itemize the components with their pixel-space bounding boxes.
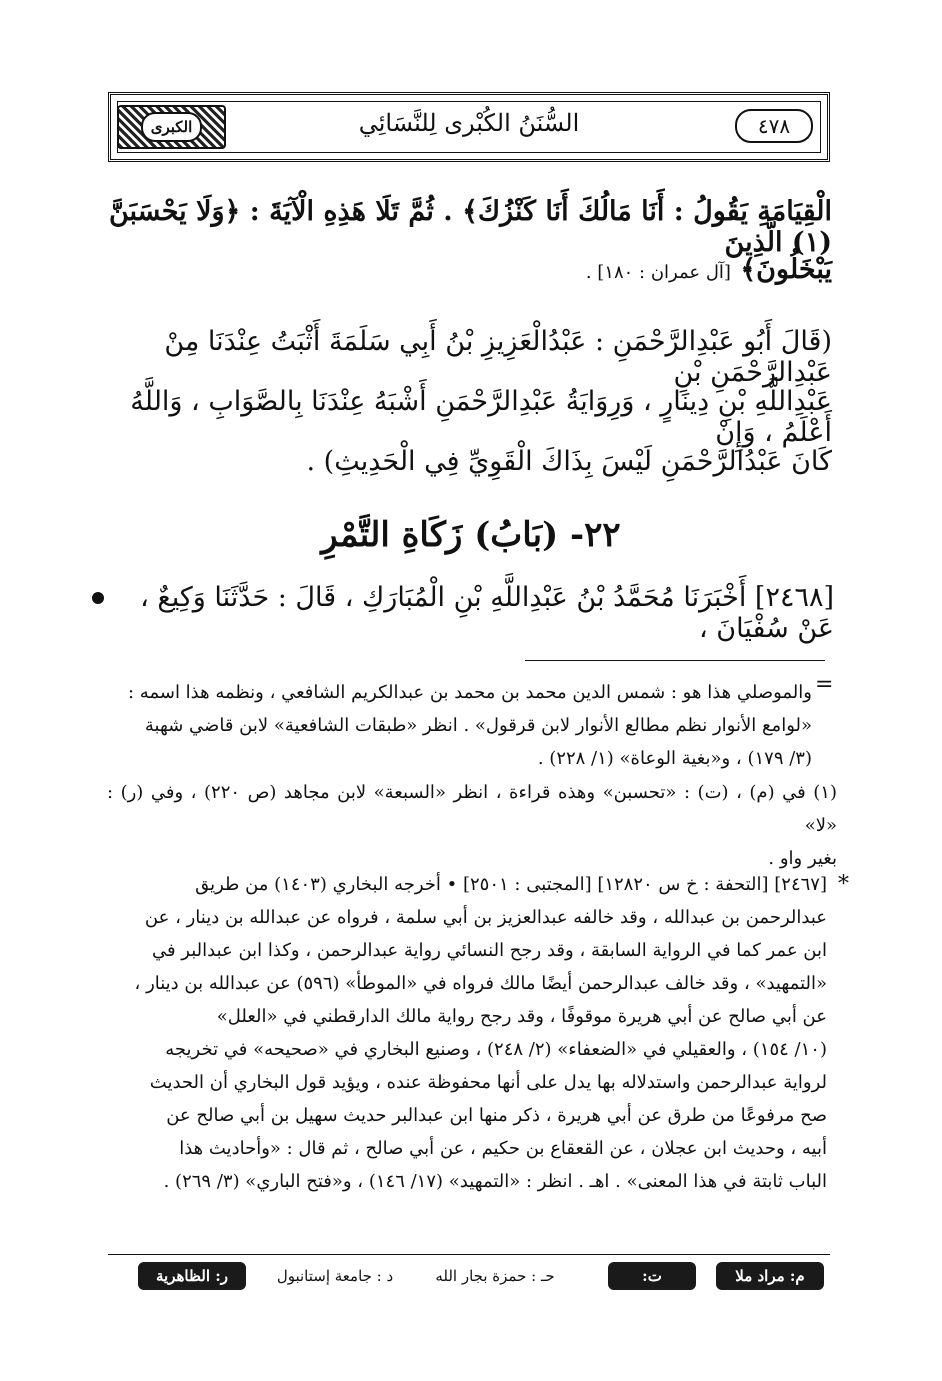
page-header <box>108 92 830 162</box>
fn2-line: عبدالرحمن بن عبدالله ، وقد خالفه عبدالعزيز بن أبي سلمة ، فرواه عن عبدالله بن دينار ، عن <box>144 907 827 928</box>
fn2-line: أبيه ، وحديث ابن عجلان ، عن القعقاع بن حكيم ، عن أبي صالح ، ثم قال : «وأحاديث هذا <box>179 1138 827 1159</box>
star-mark: * <box>838 872 849 897</box>
siglum-m: م: مراد ملا <box>716 1262 824 1290</box>
left-ornament-text: الكبرى <box>141 112 202 142</box>
quran-reference: [آل عمران : ١٨٠] . <box>585 262 731 283</box>
page-number: ٤٧٨ <box>735 109 813 143</box>
footnote-continuation <box>122 676 812 775</box>
fn2-line: ابن عمر كما في الرواية السابقة ، وقد رجح النسائي رواية عبدالرحمن ، وكذا ابن عبدالبر في <box>151 940 827 961</box>
siglum-t: ت: تطوان <box>608 1262 696 1290</box>
fn1-line: (١) في (م) ، (ت) : «تحسبن» وهذه قراءة ، انظر «السبعة» لابن مجاهد (ص ٢٢٠) ، وفي (ر) : «لا» <box>107 782 837 836</box>
fn-cont-line: «لوامع الأنوار نظم مطالع الأنوار لابن قرقول» . انظر «طبقات الشافعية» لابن قاضي شهبة <box>144 715 812 736</box>
fn1-line: بغير واو . <box>768 848 837 869</box>
para2-line-2: عَبْدِاللَّهِ بْنِ دِينَارٍ ، وَرِوَايَةُ عَبْدِالرَّحْمَنِ أَشْبَهُ عِنْدَنَا بِالصَّوَابِ ، وَاللَّهُ أَعْلَمُ ، وَإِنْ <box>130 386 832 448</box>
siglum-r: ر: الظاهرية <box>138 1262 246 1290</box>
chapter-heading: ٢٢- (بَابُ) زَكَاةِ التَّمْرِ <box>321 515 621 555</box>
footnote-2 <box>107 868 827 1198</box>
fn2-line: الباب ثابتة في هذا المعنى» . اهـ . انظر : «التمهيد» (١٧/ ١٤٦) ، و«فتح الباري» (٣/ ٢٦٩) . <box>163 1171 827 1192</box>
fn2-line: صح مرفوعًا من طرق عن أبي هريرة ، ذكر منها ابن عبدالبر حديث سهيل بن أبي صالح عن <box>166 1105 827 1126</box>
hadith-line: [٢٤٦٨] أَخْبَرَنَا مُحَمَّدُ بْنُ عَبْدِاللَّهِ بْنِ الْمُبَارَكِ ، قَالَ : حَدَّثَنَا وَكِيعٌ ، عَنْ سُفْيَانَ ، <box>140 582 834 644</box>
text-line-1: الْقِيَامَةِ يَقُولُ : أَنَا مَالُكَ أَنَا كَنْزُكَ﴾ . ثُمَّ تَلَا هَذِهِ الْآيَةَ : ﴿وَلَا يَحْسَبَنَّ (١) الَّذِينَ <box>108 196 832 258</box>
siglum-d: د : جامعة إستانبول <box>276 1267 394 1285</box>
fn2-line: لرواية عبدالرحمن واستدلاله بها يدل على أنها محفوظة عنده ، ويؤيد قول البخاري أن الحديث <box>149 1072 827 1093</box>
para2-line-1: (قَالَ أَبُو عَبْدِالرَّحْمَنِ : عَبْدُالْعَزِيزِ بْنُ أَبِي سَلَمَةَ أَثْبَتُ عِنْدَنَا مِنْ عَبْدِالرَّحْمَنِ بْنِ <box>164 326 832 388</box>
bullet-icon <box>92 592 104 604</box>
fn2-line: عن أبي صالح عن أبي هريرة موقوفًا ، وقد رجح رواية مالك الدارقطني في «العلل» <box>216 1006 827 1027</box>
book-title: السُّنَنُ الكُبْرى لِلنَّسَائِي <box>358 109 580 137</box>
siglum-h: حـ : حمزة بجار الله <box>435 1267 555 1285</box>
fn2-line: [٢٤٦٧] [التحفة : خ س ١٢٨٢٠] [المجتبى : ٢٥٠١] • أخرجه البخاري (١٤٠٣) من طريق <box>195 874 827 895</box>
verse-end: يَبْخَلُونَ﴾ <box>740 254 832 285</box>
text-line-2 <box>107 254 832 285</box>
fn2-line: (١٠/ ١٥٤) ، والعقيلي في «الضعفاء» (٢/ ٢٤٨) ، وصنيع البخاري في «صحيحه» في تخريجه <box>165 1039 827 1060</box>
fn2-line: «التمهيد» ، وقد خالف عبدالرحمن أيضًا مالك فرواه في «الموطأ» (٥٩٦) عن عبدالله بن دينار ، <box>134 973 827 994</box>
para2-line-3: كَانَ عَبْدُالرَّحْمَنِ لَيْسَ بِذَاكَ الْقَوِيِّ فِي الْحَدِيثِ) . <box>306 446 832 477</box>
footnote-1 <box>107 776 837 875</box>
left-ornament <box>117 105 226 149</box>
manuscript-sigla <box>0 1262 942 1313</box>
footnote-separator <box>525 660 825 661</box>
footer-separator <box>108 1254 830 1255</box>
fn-cont-line: والموصلي هذا هو : شمس الدين محمد بن محمد بن عبدالكريم الشافعي ، ونظمه هذا اسمه : <box>128 682 812 703</box>
continuation-mark: = <box>815 672 834 697</box>
fn-cont-line: (٣/ ١٧٩) ، و«بغية الوعاة» (١/ ٢٢٨) . <box>537 748 812 769</box>
